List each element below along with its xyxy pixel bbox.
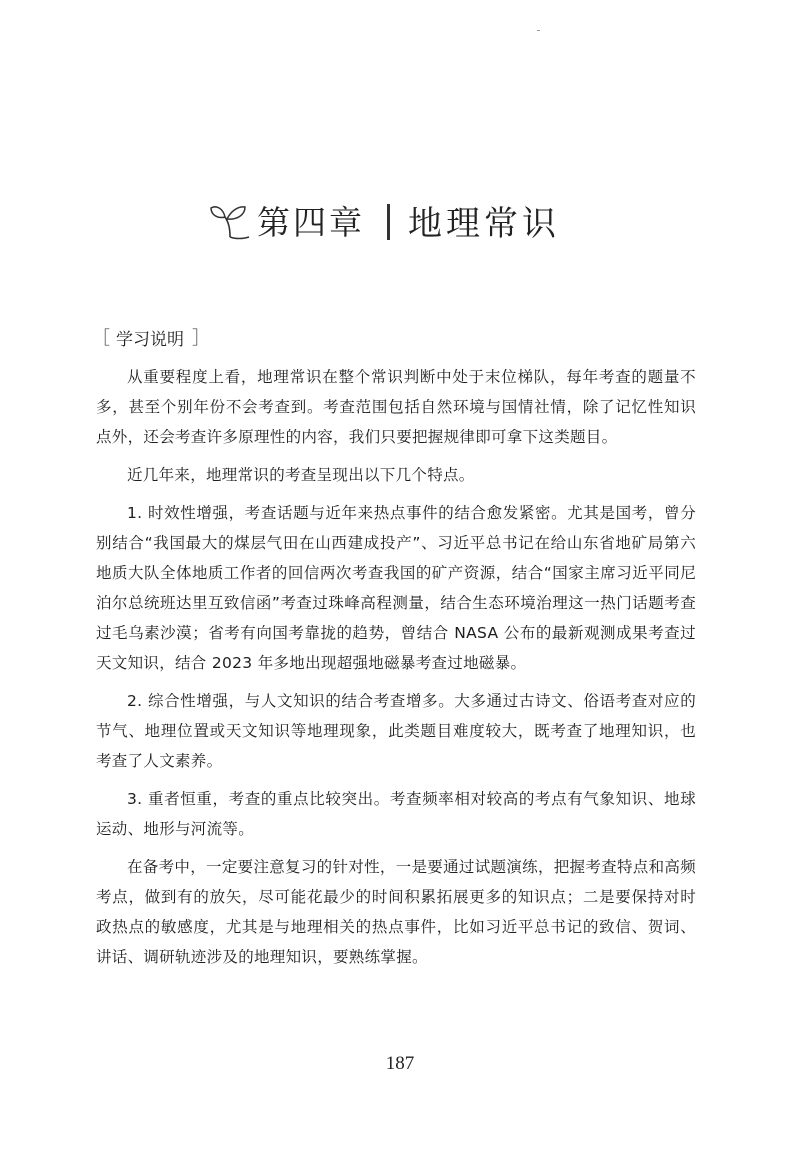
page-number: 187 [385,1053,415,1074]
section-bracket-open: ［ [92,328,110,349]
paragraph: 3. 重者恒重，考查的重点比较突出。考查频率相对较高的考点有气象知识、地球运动、地形与河流等。 [96,790,696,838]
section-heading [92,324,210,350]
chapter-header [205,190,560,250]
paragraph: 2. 综合性增强，与人文知识的结合考查增多。大多通过古诗文、俗语考查对应的节气、地理位置或天文知识等地理现象，此类题目难度较大，既考查了地理知识，也考查了人文素养。 [96,692,696,770]
paragraph: 近几年来，地理常识的考查呈现出以下几个特点。 [127,466,475,484]
scan-mark [537,30,540,31]
body-text [96,362,696,980]
paragraph: 1. 时效性增强，考查话题与近年来热点事件的结合愈发紧密。尤其是国考，曾分别结合“我国最大的煤层气田在山西建成投产”、习近平总书记在给山东省地矿局第六地质大队全体地质工作者的回信两次考查我国的矿产资源，结合“国家主席习近平同尼泊尔总统班达里互致信函”考查过珠峰高程测量，结合生态环境治理这一热门话题考查过毛乌素沙漠；省考有向国考靠拢的趋势，曾结合 NASA 公布的最新观测成果考查过天文知识，结合 2023 年多地出现超强地磁暴考查过地磁暴。 [96,504,696,672]
chapter-title: 地理常识 [408,203,560,244]
paragraph: 从重要程度上看，地理常识在整个常识判断中处于末位梯队，每年考查的题量不多，甚至个别年份不会考查到。考查范围包括自然环境与国情社情，除了记忆性知识点外，还会考查许多原理性的内容，我们只要把握规律即可拿下这类题目。 [96,368,696,446]
section-label: 学习说明 [116,329,184,350]
section-bracket-close: ］ [192,328,210,349]
chapter-number: 第四章 [257,202,365,242]
paragraph: 在备考中，一定要注意复习的针对性，一是要通过试题演练，把握考查特点和高频考点，做到有的放矢，尽可能花最少的时间积累拓展更多的知识点；二是要保持对时政热点的敏感度，尤其是与地理相关的热点事件，比如习近平总书记的致信、贺词、讲话、调研轨迹涉及的地理知识，要熟练掌握。 [96,858,696,966]
sprout-icon [205,195,255,245]
chapter-divider [387,204,390,240]
